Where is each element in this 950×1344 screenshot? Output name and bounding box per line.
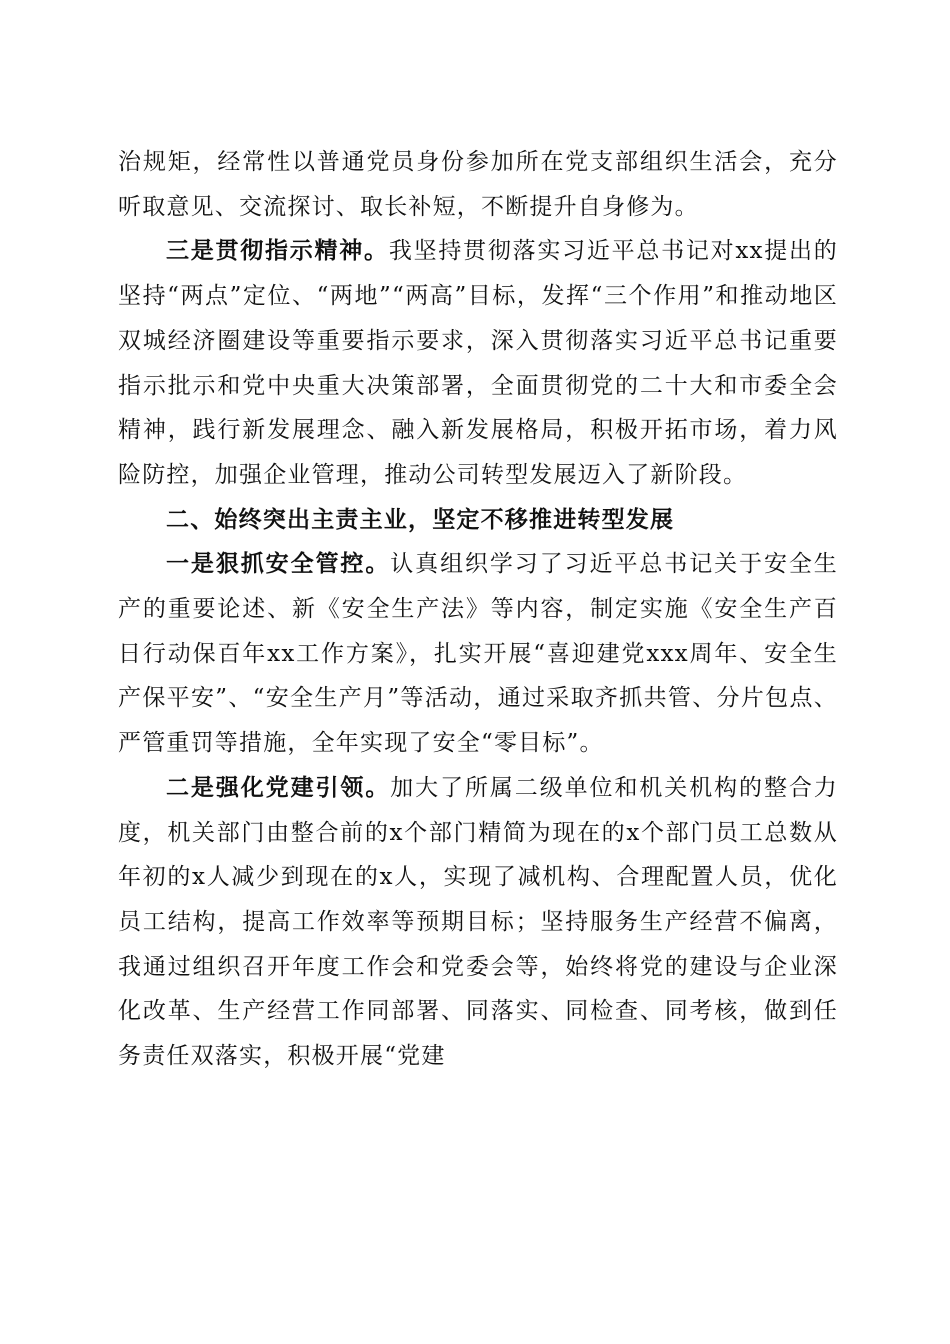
paragraph-text: 加大了所属二级单位和机关机构的整合力度，机关部门由整合前的x个部门精简为现在的x个部门员工总数从年初的x人减少到现在的x人，实现了减机构、合理配置人员，优化员工结构，提高工作效率等预期目标；坚持服务生产经营不偏离，我通过组织召开年度工作会和党委会等，始终将党的建设与企业深化改革、生产经营工作同部署、同落实、同检查、同考核，做到任务责任双落实，积极开展“党建 — [118, 774, 838, 1070]
paragraph-lead: 三是贯彻指示精神。 — [166, 238, 389, 265]
paragraph-party-building — [118, 766, 838, 1079]
paragraph-continued — [118, 140, 838, 229]
paragraph-implement-instructions — [118, 229, 838, 497]
paragraph-lead: 二是强化党建引领。 — [166, 774, 391, 801]
paragraph-text: 我坚持贯彻落实习近平总书记对xx提出的坚持“两点”定位、“两地”“两高”目标，发挥“三个作用”和推动地区双城经济圈建设等重要指示要求，深入贯彻落实习近平总书记重要指示批示和党中央重大决策部署，全面贯彻党的二十大和市委全会精神，践行新发展理念、融入新发展格局，积极开拓市场，着力风险防控，加强企业管理，推动公司转型发展迈入了新阶段。 — [118, 238, 838, 488]
document-body — [118, 140, 838, 1079]
paragraph-text: 治规矩，经常性以普通党员身份参加所在党支部组织生活会，充分听取意见、交流探讨、取长补短，不断提升自身修为。 — [118, 149, 838, 220]
paragraph-lead: 一是狠抓安全管控。 — [166, 551, 391, 578]
paragraph-text: 认真组织学习了习近平总书记关于安全生产的重要论述、新《安全生产法》等内容，制定实施《安全生产百日行动保百年xx工作方案》，扎实开展“喜迎建党xxx周年、安全生产保平安”、“安全生产月”等活动，通过采取齐抓共管、分片包点、严管重罚等措施，全年实现了安全“零目标”。 — [118, 551, 838, 757]
paragraph-safety-control — [118, 542, 838, 766]
section-heading: 二、始终突出主责主业，坚定不移推进转型发展 — [166, 506, 675, 533]
